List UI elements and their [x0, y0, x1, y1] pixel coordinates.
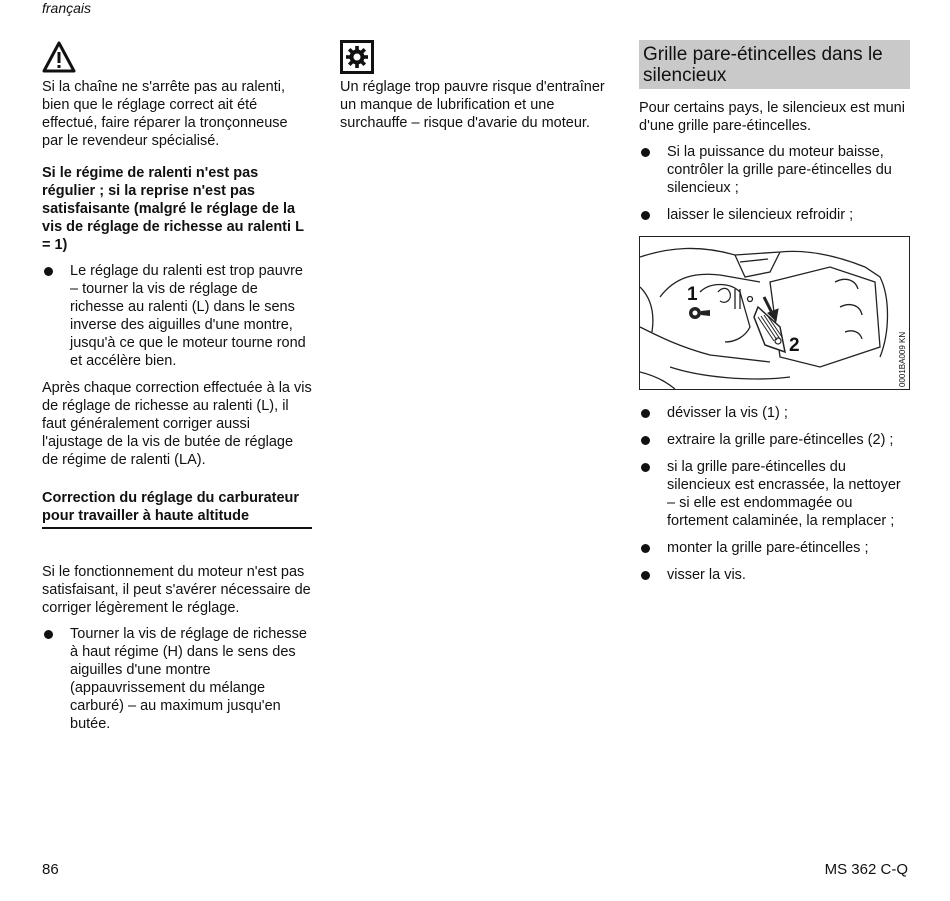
list-item: Tourner la vis de réglage de richesse à haut régime (H) dans le sens des aiguilles d'une montre (appauvrissement du mélange carburé) – au maximum jusqu'en butée.: [42, 625, 312, 733]
bullet-icon: [44, 267, 53, 276]
note-text: Un réglage trop pauvre risque d'entraîner un manque de lubrification et une surchauffe – risque d'avarie du moteur.: [340, 79, 605, 131]
language-label: français: [42, 0, 92, 16]
altitude-heading: Correction du réglage du carburateur pour travailler à haute altitude: [42, 489, 312, 529]
bullet-icon: [44, 630, 53, 639]
section-title: Grille pare-étincelles dans le silencieux: [639, 40, 910, 89]
altitude-bullet-list: [42, 625, 312, 733]
column-right: [639, 40, 910, 593]
figure-code: 0001BA009 KN: [898, 331, 907, 387]
model-name: MS 362 C-Q: [824, 861, 908, 878]
list-item: extraire la grille pare-étincelles (2) ;: [639, 431, 910, 449]
column-middle: [340, 40, 612, 140]
bullet-icon: [641, 463, 650, 472]
bullet-icon: [641, 544, 650, 553]
warning-triangle-icon: [42, 40, 76, 74]
muffler-drawing: [640, 237, 909, 389]
after-correction-text: Après chaque correction effectuée à la vis de réglage de richesse au ralenti (L), il faut généralement corriger aussi l'ajustage de la vis de butée de réglage de régime de ralenti (LA).: [42, 380, 312, 468]
intro-text: Pour certains pays, le silencieux est muni d'une grille pare-étincelles.: [639, 100, 905, 134]
column-left: [42, 40, 312, 742]
list-item: Si la puissance du moteur baisse, contrôler la grille pare-étincelles du silencieux ;: [639, 143, 910, 197]
idle-bullet-list: [42, 262, 312, 370]
altitude-text: Si le fonctionnement du moteur n'est pas satisfaisant, il peut s'avérer nécessaire de corriger légèrement le réglage.: [42, 564, 311, 616]
list-item: monter la grille pare-étincelles ;: [639, 539, 910, 557]
post-bullet-list: [639, 404, 910, 584]
list-item: si la grille pare-étincelles du silencieux est encrassée, la nettoyer – si elle est endommagée ou fortement calaminée, la remplacer ;: [639, 458, 910, 530]
figure-label-2: 2: [789, 335, 800, 356]
muffler-illustration: [639, 236, 910, 390]
bullet-icon: [641, 571, 650, 580]
pre-bullet-list: [639, 143, 910, 224]
page-number: 86: [42, 861, 59, 878]
figure-label-1: 1: [687, 284, 698, 305]
list-item: visser la vis.: [639, 566, 910, 584]
bullet-icon: [641, 436, 650, 445]
warning-text: Si la chaîne ne s'arrête pas au ralenti, bien que le réglage correct ait été effectué, faire réparer la tronçonneuse par le revendeur spécialisé.: [42, 79, 288, 149]
list-item: laisser le silencieux refroidir ;: [639, 206, 910, 224]
bullet-icon: [641, 211, 650, 220]
list-item: dévisser la vis (1) ;: [639, 404, 910, 422]
gear-notice-icon: [340, 40, 374, 74]
bullet-icon: [641, 409, 650, 418]
bullet-icon: [641, 148, 650, 157]
list-item: Le réglage du ralenti est trop pauvre – tourner la vis de réglage de richesse au ralenti (L) dans le sens inverse des aiguilles d'une montre, jusqu'à ce que le moteur tourne rond et accélère bien.: [42, 262, 312, 370]
idle-heading: Si le régime de ralenti n'est pas régulier ; si la reprise n'est pas satisfaisante (malgré le réglage de la vis de réglage de richesse au ralenti L = 1): [42, 165, 304, 253]
